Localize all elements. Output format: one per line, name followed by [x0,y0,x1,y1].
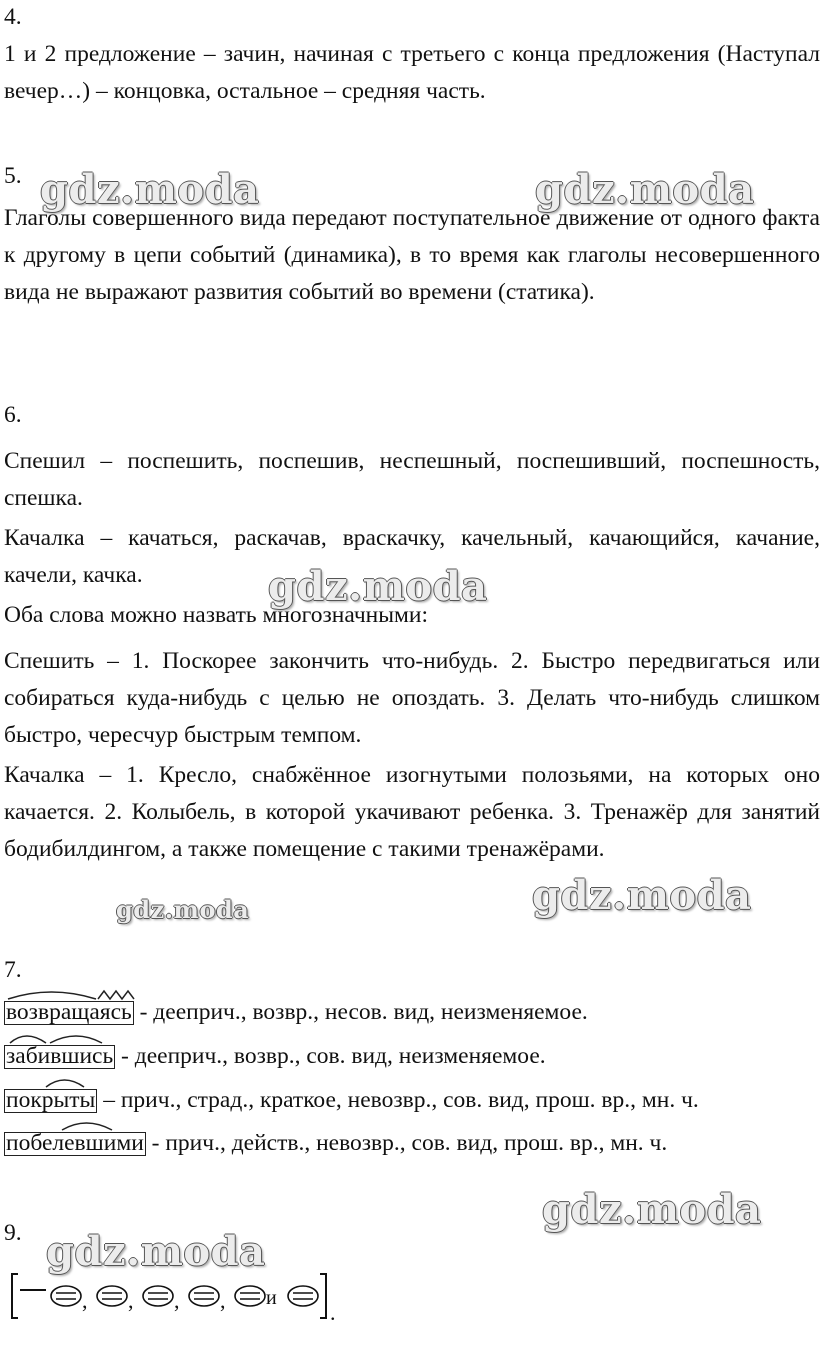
section-7-number: 7. [4,957,22,983]
section-4-number: 4. [4,4,22,30]
section-9-number: 9. [4,1220,22,1246]
watermark-logo: gdz.moda [268,563,488,610]
section-6-paragraph-3: Оба слова можно назвать многозначными: [4,602,428,628]
section-6-paragraph-5: Качалка – 1. Кресло, снабжённое изогнутыми полозьями, на которых оно качается. 2. Колыбель, в которой укачивают ребенка. 3. Тренажёр для занятий бодибилдингом, а также помещение с такими тренажёрами. [4,762,820,862]
watermark-logo: gdz.moda [46,1228,266,1275]
section-5-number: 5. [4,163,22,189]
watermark-logo: gdz.moda [532,872,752,919]
boxed-word [4,1128,146,1158]
sentence-scheme-diagram [8,1268,338,1324]
boxed-word [4,1041,115,1071]
svg-text:,: , [82,1288,88,1313]
morph-row [4,997,588,1027]
sentence-scheme [8,1268,338,1324]
watermark-logo: gdz.moda [116,895,250,924]
word-text: возвращаясь [6,999,132,1025]
boxed-word [4,997,134,1027]
svg-text:,: , [220,1288,226,1313]
word-text: побелевшими [6,1130,144,1156]
morph-row [4,1085,699,1115]
morph-row [4,1041,546,1071]
section-6-paragraph-2: Качалка – качаться, раскачав, враскачку, качельный, качающийся, качание, качели, качка. [4,525,820,588]
section-5-text: Глаголы совершенного вида передают поступательное движение от одного факта к другому в цепи событий (динамика), в то время как глаголы несовершенного вида не выражают развития событий во времени (статика). [4,205,820,305]
svg-text:,: , [128,1288,134,1313]
svg-text:,: , [174,1288,180,1313]
section-6-paragraph-4: Спешить – 1. Поскорее закончить что-нибудь. 2. Быстро передвигаться или собираться куда-нибудь с целью не опоздать. 3. Делать что-нибудь слишком быстро, чересчур быстрым темпом. [4,648,820,748]
watermark-logo: gdz.moda [535,166,755,213]
word-description: – прич., страд., краткое, невозвр., сов. вид, прош. вр., мн. ч. [97,1087,699,1113]
section-4-text: 1 и 2 предложение – зачин, начиная с третьего с конца предложения (Наступал вечер…) – концовка, остальное – средняя часть. [4,41,820,104]
morph-row [4,1128,667,1158]
watermark-logo: gdz.moda [40,166,260,213]
boxed-word [4,1085,97,1115]
word-description: - дееприч., возвр., несов. вид, неизменяемое. [133,999,588,1025]
word-description: - прич., действ., невозвр., сов. вид, прош. вр., мн. ч. [145,1130,668,1156]
section-6-number: 6. [4,402,22,428]
sentence-end-mark: . [330,1300,336,1324]
section-6-paragraph-1: Спешил – поспешить, поспешив, неспешный, поспешивший, поспешность, спешка. [4,448,820,511]
word-description: - дееприч., возвр., сов. вид, неизменяемое. [115,1043,546,1069]
watermark-logo: gdz.moda [542,1186,762,1233]
word-text: покрыты [6,1087,96,1113]
word-text: забившись [6,1043,114,1069]
conjunction-label: и [266,1287,277,1309]
